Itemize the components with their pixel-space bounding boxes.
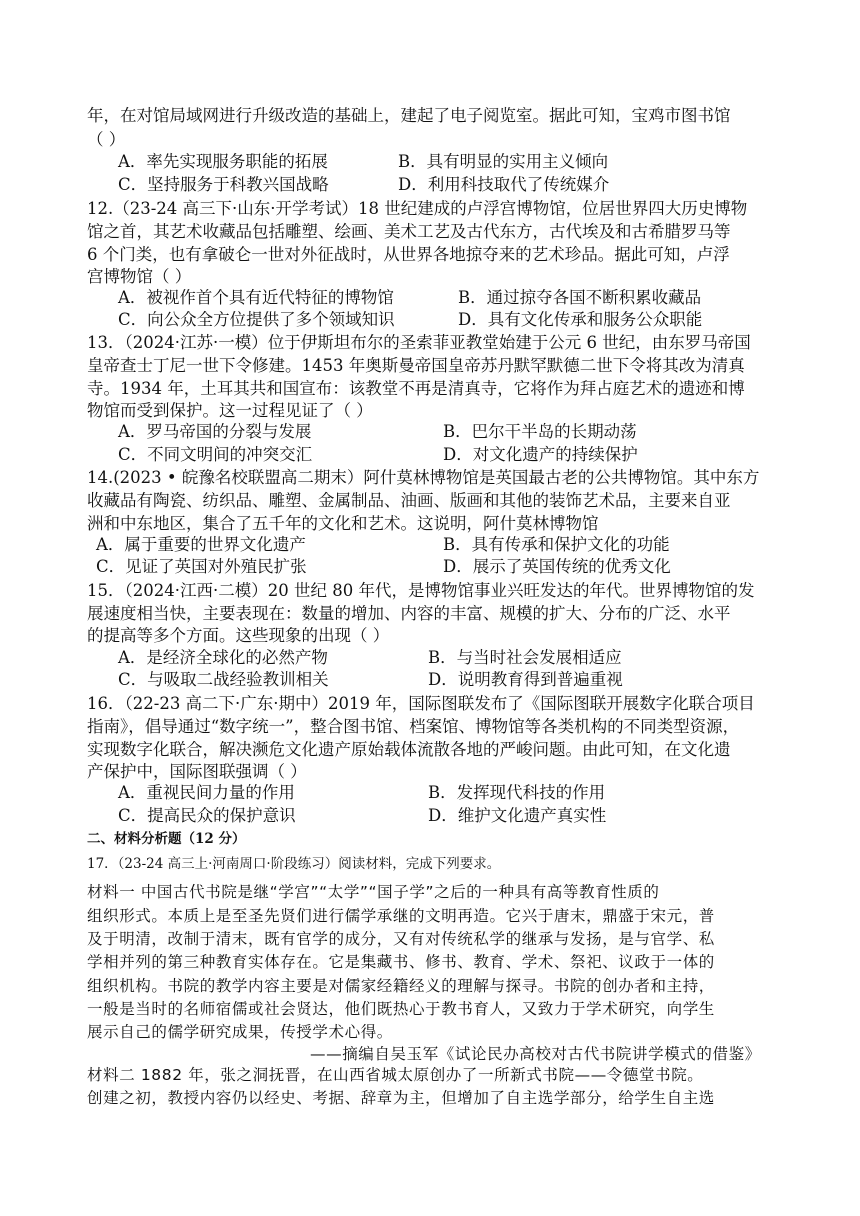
q11-stem-line: （ ） — [87, 130, 126, 149]
q12-stem-line: 12.（23-24 高三下·山东·开学考试）18 世纪建成的卢浮宫博物馆，位居世界四大历史博物 — [87, 199, 748, 218]
material-two-line: 材料二 1882 年，张之洞抚晋，在山西省城太原创办了一所新式书院——令德堂书院。 — [87, 1066, 704, 1084]
q13-stem-line: 寺。1934 年，土耳其共和国宣布：该教堂不再是清真寺，它将作为拜占庭艺术的遗迹和博 — [87, 379, 745, 398]
material-one-line: 学相并列的第三种教育实体存在。它是集藏书、修书、教育、学术、祭祀、议政于一体的 — [87, 953, 715, 971]
q11-option-a: A．率先实现服务职能的拓展 — [118, 152, 328, 171]
q14-stem-line: 14.(2023 • 皖豫名校联盟高二期末）阿什莫林博物馆是英国最古老的公共博物馆。其中东方 — [87, 468, 760, 487]
material-one-line: 组织机构。书院的教学内容主要是对儒家经籍经义的理解与探寻。书院的创办者和主持， — [87, 977, 715, 995]
q12-option-d: D．具有文化传承和服务公众职能 — [458, 310, 703, 329]
q13-stem-line: 皇帝查士丁尼一世下令修建。1453 年奥斯曼帝国皇帝苏丹默罕默德二世下令将其改为清真 — [87, 356, 745, 375]
material-one-source: ——摘编自吴玉军《试论民办高校对古代书院讲学模式的借鉴》 — [310, 1045, 761, 1063]
q16-option-d: D．维护文化遗产真实性 — [428, 806, 607, 825]
q15-stem-line: 15．（2024·江西·二模）20 世纪 80 年代，是博物馆事业兴旺发达的年代。世界博物馆的发 — [87, 581, 755, 600]
material-two-line: 创建之初，教授内容仍以经史、考据、辞章为主，但增加了自主选学部分，给学生自主选 — [87, 1089, 715, 1107]
q12-option-b: B．通过掠夺各国不断积累收藏品 — [458, 288, 702, 307]
section-heading: 二、材料分析题（12 分） — [87, 831, 246, 847]
q13-option-b: B．巴尔干半岛的长期动荡 — [443, 422, 637, 441]
q15-stem-line: 展速度相当快，主要表现在：数量的增加、内容的丰富、规模的扩大、分布的广泛、水平 — [87, 604, 731, 623]
q13-stem-line: 物馆而受到保护。这一过程见证了（ ） — [87, 401, 373, 420]
q15-option-a: A．是经济全球化的必然产物 — [118, 648, 328, 667]
q11-option-c: C．坚持服务于科教兴国战略 — [118, 175, 329, 194]
q13-stem-line: 13．（2024·江苏·一模）位于伊斯坦布尔的圣索菲亚教堂始建于公元 6 世纪，由东罗马帝国 — [87, 333, 751, 352]
q16-stem-line: 实现数字化联合，解决濒危文化遗产原始载体流散各地的严峻问题。由此可知，在文化遗 — [87, 740, 731, 759]
material-one-line: 组织形式。本质上是至圣先贤们进行儒学承继的文明再造。它兴于唐末，鼎盛于宋元，普 — [87, 907, 715, 925]
material-one-line: 一般是当时的名师宿儒或社会贤达，他们既热心于教书育人，又致力于学术研究，向学生 — [87, 1000, 715, 1018]
q14-option-a: A．属于重要的世界文化遗产 — [96, 535, 306, 554]
q13-option-a: A．罗马帝国的分裂与发展 — [118, 422, 312, 441]
q14-stem-line: 洲和中东地区，集合了五千年的文化和艺术。这说明，阿什莫林博物馆 — [87, 514, 599, 533]
q13-option-c: C．不同文明间的冲突交汇 — [118, 445, 313, 464]
q11-option-b: B．具有明显的实用主义倾向 — [398, 152, 609, 171]
q15-option-c: C．与吸取二战经验教训相关 — [118, 670, 329, 689]
q17-stem: 17．（23-24 高三上·河南周口·阶段练习）阅读材料，完成下列要求。 — [87, 856, 501, 872]
q12-stem-line: 6 个门类，也有拿破仑一世对外征战时，从世界各地掠夺来的艺术珍品。据此可知，卢浮 — [87, 245, 730, 264]
q11-option-d: D．利用科技取代了传统媒介 — [398, 175, 610, 194]
q11-stem-line: 年，在对馆局域网进行升级改造的基础上，建起了电子阅览室。据此可知，宝鸡市图书馆 — [87, 106, 731, 125]
q16-stem-line: 16．（22-23 高二下·广东·期中）2019 年，国际图联发布了《国际图联开展数字化联合项目 — [87, 694, 755, 713]
q12-option-c: C．向公众全方位提供了多个领域知识 — [118, 310, 395, 329]
material-one-line: 材料一 中国古代书院是继“学宫”“太学”“国子学”之后的一种具有高等教育性质的 — [87, 883, 660, 901]
q15-stem-line: 的提高等多个方面。这些现象的出现（ ） — [87, 626, 390, 645]
q12-stem-line: 宫博物馆（ ） — [87, 267, 192, 286]
q16-option-b: B．发挥现代科技的作用 — [428, 783, 606, 802]
q14-stem-line: 收藏品有陶瓷、纺织品、雕塑、金属制品、油画、版画和其他的装饰艺术品，主要来自亚 — [87, 491, 731, 510]
q15-option-d: D．说明教育得到普遍重视 — [428, 670, 623, 689]
q14-option-c: C．见证了英国对外殖民扩张 — [96, 557, 307, 576]
q16-stem-line: 指南》，倡导通过“数字统一”，整合图书馆、档案馆、博物馆等各类机构的不同类型资源， — [87, 717, 740, 736]
q12-stem-line: 馆之首，其艺术收藏品包括雕塑、绘画、美术工艺及古代东方，古代埃及和古希腊罗马等 — [87, 222, 731, 241]
q15-option-b: B．与当时社会发展相适应 — [428, 648, 622, 667]
material-one-line: 及于明清，改制于清末，既有官学的成分，又有对传统私学的继承与发扬，是与官学、私 — [87, 930, 715, 948]
q16-option-c: C．提高民众的保护意识 — [118, 806, 296, 825]
material-one-line: 展示自己的儒学研究成果，传授学术心得。 — [87, 1023, 393, 1041]
q14-option-b: B．具有传承和保护文化的功能 — [443, 535, 670, 554]
q16-stem-line: 产保护中，国际图联强调（ ） — [87, 762, 307, 781]
q13-option-d: D．对文化遗产的持续保护 — [443, 445, 638, 464]
q16-option-a: A．重视民间力量的作用 — [118, 783, 295, 802]
q12-option-a: A．被视作首个具有近代特征的博物馆 — [118, 288, 394, 307]
q14-option-d: D．展示了英国传统的优秀文化 — [443, 557, 671, 576]
